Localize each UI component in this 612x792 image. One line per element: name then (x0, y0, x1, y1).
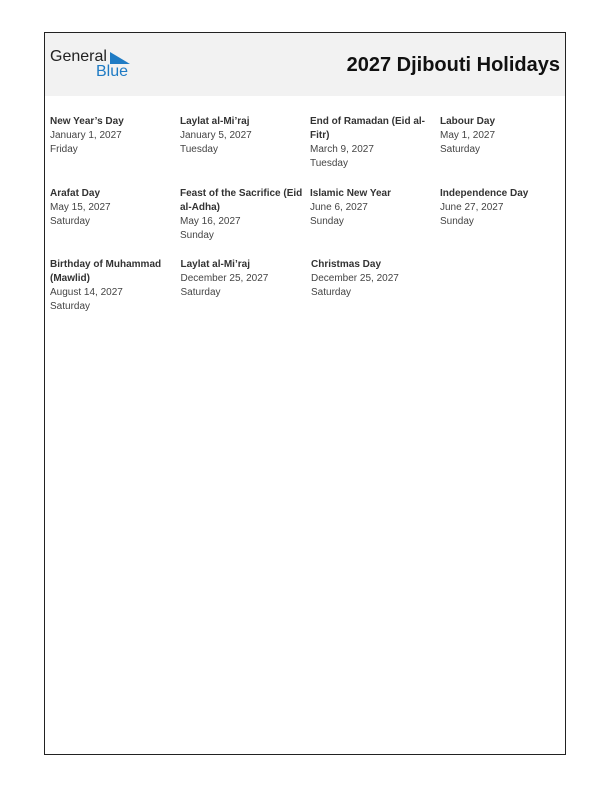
holiday-entry (50, 258, 181, 330)
holiday-name: Labour Day (440, 116, 496, 127)
logo-blue-text: Blue (96, 63, 129, 80)
holiday-weekday: Saturday (440, 144, 481, 155)
holiday-weekday: Saturday (311, 287, 352, 298)
holiday-weekday: Friday (50, 144, 78, 155)
generalblue-logo (50, 48, 140, 84)
holiday-date: December 25, 2027 (180, 273, 269, 284)
holiday-entry (50, 115, 180, 187)
holiday-name: Islamic New Year (310, 188, 391, 199)
holiday-name: Independence Day (440, 188, 529, 199)
holiday-date: May 15, 2027 (50, 202, 111, 213)
holiday-name: Feast of the Sacrifice (Eid al-Adha) (180, 188, 303, 213)
holiday-weekday: Saturday (50, 216, 91, 227)
page-title: 2027 Djibouti Holidays (346, 54, 560, 76)
holiday-date: August 14, 2027 (50, 287, 123, 298)
holiday-name: Christmas Day (311, 259, 382, 270)
holiday-row (50, 187, 570, 258)
page-frame (44, 32, 566, 755)
holiday-weekday: Saturday (180, 287, 221, 298)
holiday-weekday: Tuesday (180, 144, 218, 155)
holiday-name: Laylat al-Mi’raj (180, 116, 250, 127)
holiday-date: January 5, 2027 (180, 130, 252, 141)
holiday-entry (181, 258, 312, 330)
holiday-row (50, 115, 570, 187)
holiday-weekday: Tuesday (310, 158, 348, 169)
holiday-name: Laylat al-Mi’raj (180, 259, 250, 270)
holiday-weekday: Sunday (180, 230, 214, 241)
holiday-weekday: Sunday (440, 216, 474, 227)
logo-general-text: General (50, 48, 107, 65)
holiday-entry (180, 115, 310, 187)
holiday-name: New Year’s Day (50, 116, 124, 127)
holiday-name: Arafat Day (50, 188, 101, 199)
holiday-date: June 27, 2027 (440, 202, 504, 213)
holiday-date: January 1, 2027 (50, 130, 122, 141)
holiday-entry (440, 187, 570, 258)
holiday-weekday: Sunday (310, 216, 344, 227)
header-band (45, 33, 565, 96)
holiday-weekday: Saturday (50, 301, 91, 312)
holiday-date: May 1, 2027 (440, 130, 496, 141)
holiday-date: December 25, 2027 (311, 273, 399, 284)
holiday-entry (50, 187, 180, 258)
holiday-entry (310, 115, 440, 187)
holiday-date: May 16, 2027 (180, 216, 241, 227)
holiday-date: June 6, 2027 (310, 202, 368, 213)
holiday-name: End of Ramadan (Eid al-Fitr) (310, 116, 426, 141)
holiday-name: Birthday of Muhammad (Mawlid) (50, 259, 162, 284)
holiday-date: March 9, 2027 (310, 144, 374, 155)
holiday-entry (311, 258, 442, 330)
holiday-grid (50, 115, 570, 330)
holiday-row (50, 258, 570, 330)
holiday-entry (180, 187, 310, 258)
holiday-entry (310, 187, 440, 258)
holiday-entry (440, 115, 570, 187)
